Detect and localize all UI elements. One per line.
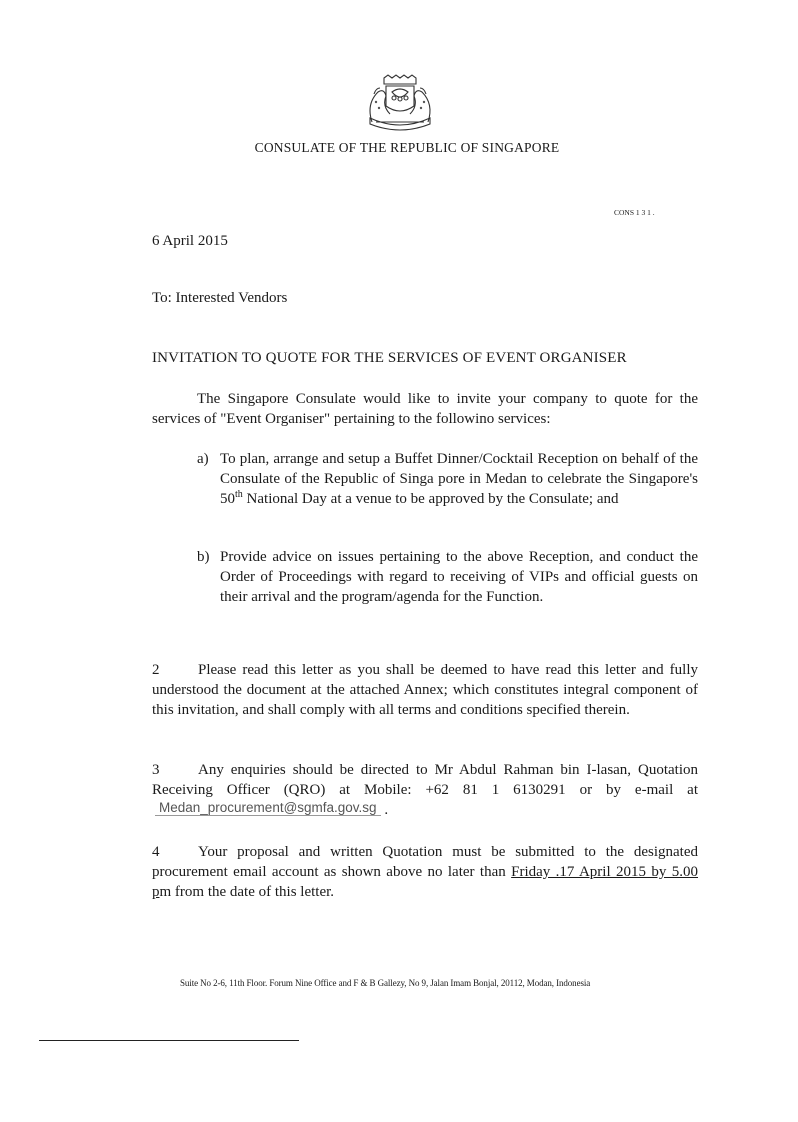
list-item-marker: a) xyxy=(197,451,209,467)
organisation-name: CONSULATE OF THE REPUBLIC OF SINGAPORE xyxy=(254,140,560,155)
ordinal-suffix: th xyxy=(235,489,243,500)
paragraph-number: 3 xyxy=(152,762,160,778)
singapore-coat-of-arms-icon xyxy=(364,72,436,134)
paragraph-text: Please read this letter as you shall be deemed to have read this letter and fully understood the document at the attached Annex; which constitutes integral component of this invitation, and shall comply with all terms and conditions specified therein. xyxy=(152,662,698,718)
footnote-divider xyxy=(39,1040,299,1041)
list-item: Provide advice on issues pertaining to the above Reception, and conduct the Order of Proceedings with regard to receiving of VIPs and official guests on their arrival and the program/agenda for the Function. xyxy=(220,549,698,605)
paragraph-end: . xyxy=(384,802,389,818)
list-item-marker: b) xyxy=(197,549,210,565)
paragraph-4 xyxy=(152,842,698,902)
reference-number: CONS 1 3 1 . xyxy=(614,208,655,217)
intro-paragraph: The Singapore Consulate would like to invite your company to quote for the services of "Event Organiser" pertaining to the followino services: xyxy=(152,391,698,427)
paragraph-3 xyxy=(152,760,698,820)
letter-date: 6 April 2015 xyxy=(152,233,228,249)
recipient: To: Interested Vendors xyxy=(152,290,288,306)
paragraph-number: 2 xyxy=(152,662,160,678)
paragraph-text: Your proposal and written Quotation must be submitted to the designated procurement email account as shown above no later than xyxy=(152,844,698,880)
deadline: Friday .17 April 2015 by 5.00 p xyxy=(152,864,699,900)
list-item-text-end: National Day at a venue to be approved by the Consulate; and xyxy=(242,491,619,507)
paragraph-text: Any enquiries should be directed to Mr Abdul Rahman bin I-lasan, Quotation Receiving Officer (QRO) at Mobile: +62 81 1 6130291 or by e-mail at xyxy=(152,762,698,798)
paragraph-2 xyxy=(152,660,698,720)
paragraph-text-end: m from the date of this letter. xyxy=(159,884,335,900)
footer-address: Suite No 2-6, 11th Floor. Forum Nine Office and F & B Gallezy, No 9, Jalan Imam Bonjal, 20112, Modan, Indonesia xyxy=(180,978,591,988)
email-link[interactable]: Medan_procurement@sgmfa.gov.sg xyxy=(155,801,381,816)
list-item-text: To plan, arrange and setup a Buffet Dinner/Cocktail Reception on behalf of the Consulate of the Republic of Singa pore in Medan to celebrate the Singapore's 50 xyxy=(220,451,698,507)
paragraph-number: 4 xyxy=(152,844,160,860)
letter-heading: INVITATION TO QUOTE FOR THE SERVICES OF EVENT ORGANISER xyxy=(152,350,627,366)
list-item xyxy=(220,449,698,509)
